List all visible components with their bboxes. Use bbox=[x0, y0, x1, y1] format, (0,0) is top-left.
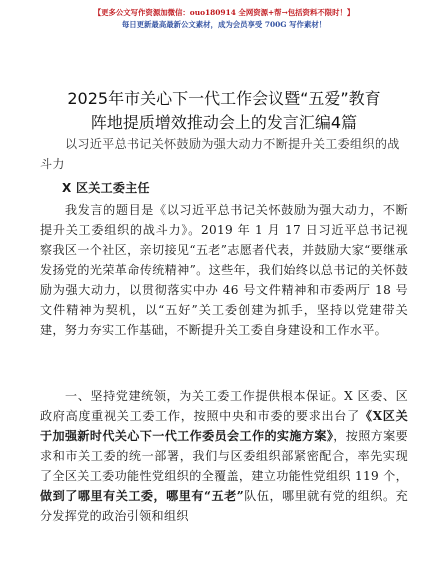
document-title-line2: 阵地提质增效推动会上的发言汇编4篇 bbox=[90, 113, 358, 132]
promo-banner-line2: 每日更新最高最新公文素材，成为会员享受 700G 写作素材！ bbox=[121, 20, 327, 29]
promo-banner-line1: 【更多公文写作资源加微信：ouo180914 全网资源+帮→包括资料不限时！】 bbox=[93, 8, 355, 17]
document-title-line1: 2025年市关心下一代工作会议暨“五爱”教育 bbox=[67, 89, 381, 108]
para2-text-c: ，按照方案要求和市关工委的统一部署，我们与区委组织部紧密配合，率先实现了全区关工委功能性党组织的全覆盖，建立功能性党组织 119 个， bbox=[40, 429, 408, 483]
para2-text-e: 队伍，哪里就有党的组织。充分发挥党的政治引领和组织 bbox=[40, 489, 408, 523]
para2-emphasis: 做到了哪里有关工委，哪里有“五老” bbox=[40, 489, 244, 503]
para2-document-name: 《X区关于加强新时代关心下一代工作委员会工作的实施方案》 bbox=[40, 409, 408, 443]
body-paragraph-1: 我发言的题目是《以习近平总书记关怀鼓励为强大动力，不断提升关工委组织的战斗力》。2019 年 1 月 17 日习近平总书记视察我区一个社区，亲切接见“五老”志愿者代表，并鼓励大家“要继承发扬党的光荣革命传统精神”。这些年，我们始终以总书记的关怀鼓励为强大动力，以贯彻落实中办 46 号文件精神和市委两厅 18 号文件精神为契机，以“五好”关工委创建为抓手，坚持以党建带关建，努力夯实工作基础，不断提升关工委自身建设和工作水平。 bbox=[40, 203, 408, 337]
body-paragraph-2 bbox=[40, 386, 408, 526]
para2-text-a: 一、坚持党建统领，为关工委工作提供根本保证。X 区委、区政府高度重视关工委工作，按照中央和市委的要求出台了 bbox=[40, 389, 408, 423]
speech-subtitle: 以习近平总书记关怀鼓励为强大动力不断提升关工委组织的战斗力 bbox=[40, 137, 400, 171]
speaker-name: X 区关工委主任 bbox=[62, 181, 150, 195]
